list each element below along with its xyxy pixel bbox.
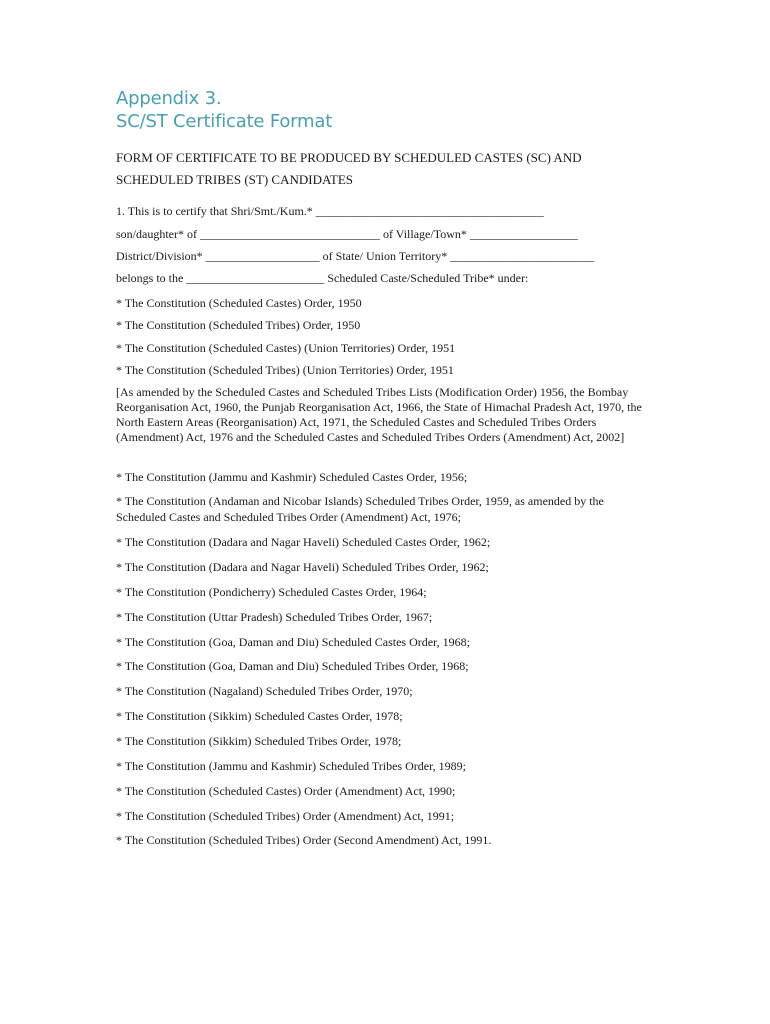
order-item: * The Constitution (Scheduled Castes) Order, 1950	[116, 296, 362, 310]
certify-line-parent: son/daughter* of ______________________________ of Village/Town* __________________	[116, 227, 578, 241]
order-item: * The Constitution (Jammu and Kashmir) Scheduled Tribes Order, 1989;	[116, 759, 466, 773]
order-item: * The Constitution (Scheduled Castes) (Union Territories) Order, 1951	[116, 341, 456, 355]
order-item: * The Constitution (Andaman and Nicobar Islands) Scheduled Tribes Order, 1959, as amended by the Scheduled Castes and Scheduled Tribes Order (Amendment) Act, 1976;	[116, 494, 604, 524]
certify-line-name: 1. This is to certify that Shri/Smt./Kum.* ______________________________________	[116, 204, 544, 218]
order-item: * The Constitution (Sikkim) Scheduled Castes Order, 1978;	[116, 709, 403, 723]
certify-line-district: District/Division* ___________________ of State/ Union Territory* ________________________	[116, 249, 595, 263]
order-item: * The Constitution (Jammu and Kashmir) Scheduled Castes Order, 1956;	[116, 470, 468, 484]
order-item: * The Constitution (Pondicherry) Scheduled Castes Order, 1964;	[116, 585, 427, 599]
order-item: * The Constitution (Dadara and Nagar Haveli) Scheduled Tribes Order, 1962;	[116, 560, 489, 574]
appendix-label: Appendix 3.	[116, 88, 222, 109]
form-title-line-2: SCHEDULED TRIBES (ST) CANDIDATES	[116, 172, 354, 187]
order-item: * The Constitution (Goa, Daman and Diu) Scheduled Tribes Order, 1968;	[116, 659, 469, 673]
order-item: * The Constitution (Scheduled Tribes) Order (Amendment) Act, 1991;	[116, 809, 455, 823]
order-item: * The Constitution (Scheduled Tribes) (Union Territories) Order, 1951	[116, 363, 454, 377]
order-item: * The Constitution (Sikkim) Scheduled Tribes Order, 1978;	[116, 734, 402, 748]
amendment-note: [As amended by the Scheduled Castes and Scheduled Tribes Lists (Modification Order) 1956, the Bombay Reorganisation Act, 1960, the Punjab Reorganisation Act, 1966, the State of Himachal Pradesh Act, 1970, the North Eastern Areas (Reorganisation) Act, 1971, the Scheduled Castes and Scheduled Tribes Orders (Amendment) Act, 1976 and the Scheduled Castes and Scheduled Tribes Orders (Amendment) Act, 2002]	[116, 385, 642, 444]
order-item: * The Constitution (Dadara and Nagar Haveli) Scheduled Castes Order, 1962;	[116, 535, 491, 549]
order-item: * The Constitution (Nagaland) Scheduled Tribes Order, 1970;	[116, 684, 413, 698]
order-item: * The Constitution (Scheduled Castes) Order (Amendment) Act, 1990;	[116, 784, 456, 798]
order-item: * The Constitution (Scheduled Tribes) Order, 1950	[116, 318, 361, 332]
certify-line-category: belongs to the _______________________ Scheduled Caste/Scheduled Tribe* under:	[116, 271, 529, 285]
order-item: * The Constitution (Scheduled Tribes) Order (Second Amendment) Act, 1991.	[116, 833, 492, 847]
order-item: * The Constitution (Goa, Daman and Diu) Scheduled Castes Order, 1968;	[116, 635, 470, 649]
page-title: SC/ST Certificate Format	[116, 111, 333, 132]
order-item: * The Constitution (Uttar Pradesh) Scheduled Tribes Order, 1967;	[116, 610, 433, 624]
form-title-line-1: FORM OF CERTIFICATE TO BE PRODUCED BY SCHEDULED CASTES (SC) AND	[116, 150, 582, 165]
